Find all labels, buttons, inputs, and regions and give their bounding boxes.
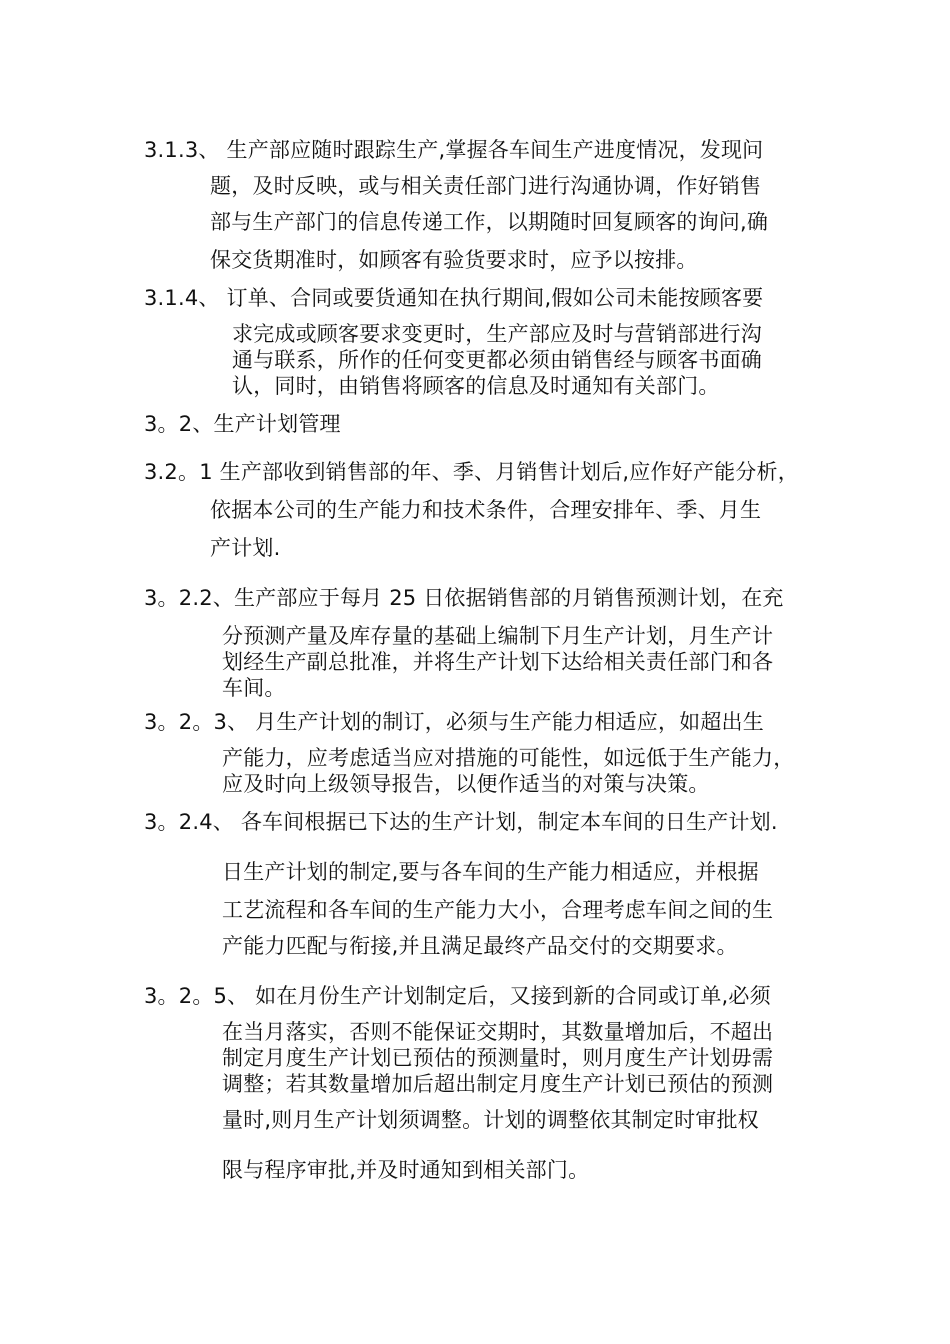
text-line: 保交货期准时，如顾客有验货要求时，应予以按排。 xyxy=(210,248,698,272)
text-line: 3.1.3、 生产部应随时跟踪生产,掌握各车间生产进度情况，发现问 xyxy=(144,138,764,162)
text-line: 部与生产部门的信息传递工作，以期随时回复顾客的询问,确 xyxy=(210,210,769,234)
text-line: 工艺流程和各车间的生产能力大小，合理考虑车间之间的生 xyxy=(222,898,774,922)
text-line: 量时,则月生产计划须调整。计划的调整依其制定时审批权 xyxy=(222,1108,759,1132)
text-line: 分预测产量及库存量的基础上编制下月生产计划，月生产计 xyxy=(222,624,774,648)
text-line: 产能力匹配与衔接,并且满足最终产品交付的交期要求。 xyxy=(222,934,738,958)
text-line: 题，及时反映，或与相关责任部门进行沟通协调，作好销售 xyxy=(210,174,762,198)
text-line: 车间。 xyxy=(222,676,286,700)
text-line: 3。2。5、 如在月份生产计划制定后，又接到新的合同或订单,必须 xyxy=(144,984,771,1008)
text-line: 3.1.4、 订单、合同或要货通知在执行期间,假如公司未能按顾客要 xyxy=(144,286,764,310)
section-heading: 3。2、生产计划管理 xyxy=(144,412,341,436)
text-line: 认，同时，由销售将顾客的信息及时通知有关部门。 xyxy=(232,374,720,398)
text-line: 3。2.2、生产部应于每月 25 日依据销售部的月销售预测计划，在充 xyxy=(144,586,784,610)
text-line: 求完成或顾客要求变更时，生产部应及时与营销部进行沟 xyxy=(232,322,762,346)
text-line: 制定月度生产计划已预估的预测量时，则月度生产计划毋需 xyxy=(222,1046,774,1070)
text-line: 划经生产副总批准，并将生产计划下达给相关责任部门和各 xyxy=(222,650,774,674)
text-line: 调整；若其数量增加后超出制定月度生产计划已预估的预测 xyxy=(222,1072,774,1096)
text-line: 依据本公司的生产能力和技术条件，合理安排年、季、月生 xyxy=(210,498,762,522)
text-line: 3。2.4、 各车间根据已下达的生产计划，制定本车间的日生产计划. xyxy=(144,810,778,834)
text-line: 应及时向上级领导报告，以便作适当的对策与决策。 xyxy=(222,772,710,796)
text-line: 3。2。3、 月生产计划的制订，必须与生产能力相适应，如超出生 xyxy=(144,710,764,734)
text-line: 通与联系，所作的任何变更都必须由销售经与顾客书面确 xyxy=(232,348,762,372)
text-line: 产计划. xyxy=(210,536,281,560)
text-line: 在当月落实，否则不能保证交期时，其数量增加后，不超出 xyxy=(222,1020,774,1044)
text-line: 3.2。1 生产部收到销售部的年、季、月销售计划后,应作好产能分析， xyxy=(144,460,799,484)
text-line: 日生产计划的制定,要与各车间的生产能力相适应，并根据 xyxy=(222,860,759,884)
text-line: 限与程序审批,并及时通知到相关部门。 xyxy=(222,1158,590,1182)
text-line: 产能力，应考虑适当应对措施的可能性，如远低于生产能力， xyxy=(222,746,795,770)
